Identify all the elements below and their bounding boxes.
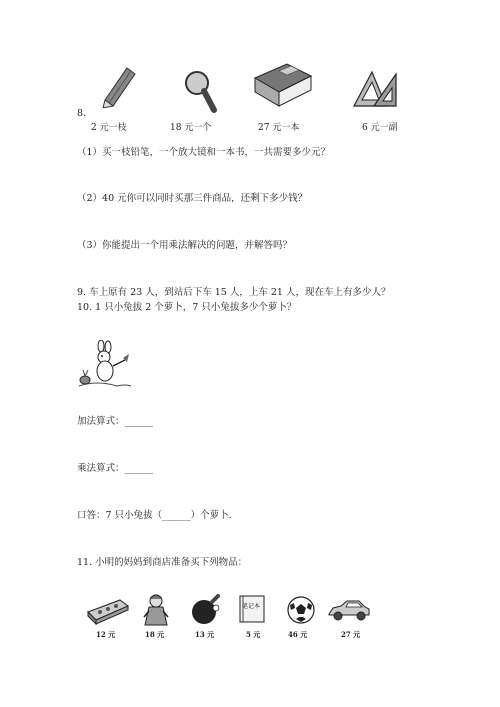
- set-square-icon: [350, 66, 400, 110]
- doll-icon: [142, 593, 170, 627]
- football-icon: [286, 595, 316, 625]
- multiplication-formula: 乘法算式：______: [77, 463, 154, 474]
- question-11-text: 11. 小明的妈妈到商店准备买下列物品：: [77, 557, 248, 568]
- question-9-text: 9. 车上原有 23 人，到站后下车 15 人，上车 21 人，现在车上有多少人？: [77, 287, 391, 298]
- pencil-icon: [97, 62, 141, 108]
- book-price: 27 元一本: [258, 123, 300, 133]
- oral-answer: 口答：7 只小兔拔（______）个萝卜.: [77, 510, 232, 521]
- table-tennis-paddle-icon: [190, 594, 222, 626]
- toy-car-icon: [327, 598, 371, 622]
- notebook-cover-label: 笔记本: [242, 603, 261, 610]
- book-icon: [251, 60, 313, 110]
- doll-price: 18 元: [145, 630, 165, 639]
- question-8-sub-2: （2）40 元你可以同时买那三件商品，还剩下多少钱？: [77, 193, 308, 204]
- question-10-text: 10. 1 只小兔拔 2 个萝卜，7 只小兔拔多少个萝卜？: [77, 302, 297, 313]
- notebook-price: 5 元: [246, 630, 261, 639]
- addition-formula: 加法算式：______: [77, 416, 154, 427]
- rabbit-carrot-icon: [77, 340, 133, 388]
- question-8-number: 8.: [77, 108, 87, 119]
- question-8-sub-1: （1）买一枝铅笔，一个放大镜和一本书，一共需要多少元？: [77, 147, 331, 158]
- question-8-sub-3: （3）你能提出一个用乘法解决的问题，并解答吗？: [77, 240, 293, 251]
- paddle-price: 13 元: [195, 630, 215, 639]
- pencil-case-icon: [86, 596, 130, 626]
- magnifier-icon: [182, 70, 218, 114]
- set-square-price: 6 元一副: [362, 123, 398, 133]
- pencil-price: 2 元一枝: [91, 123, 127, 133]
- football-price: 46 元: [288, 630, 308, 639]
- pencil-case-price: 12 元: [96, 630, 116, 639]
- magnifier-price: 18 元一个: [170, 123, 212, 133]
- toy-car-price: 27 元: [341, 630, 361, 639]
